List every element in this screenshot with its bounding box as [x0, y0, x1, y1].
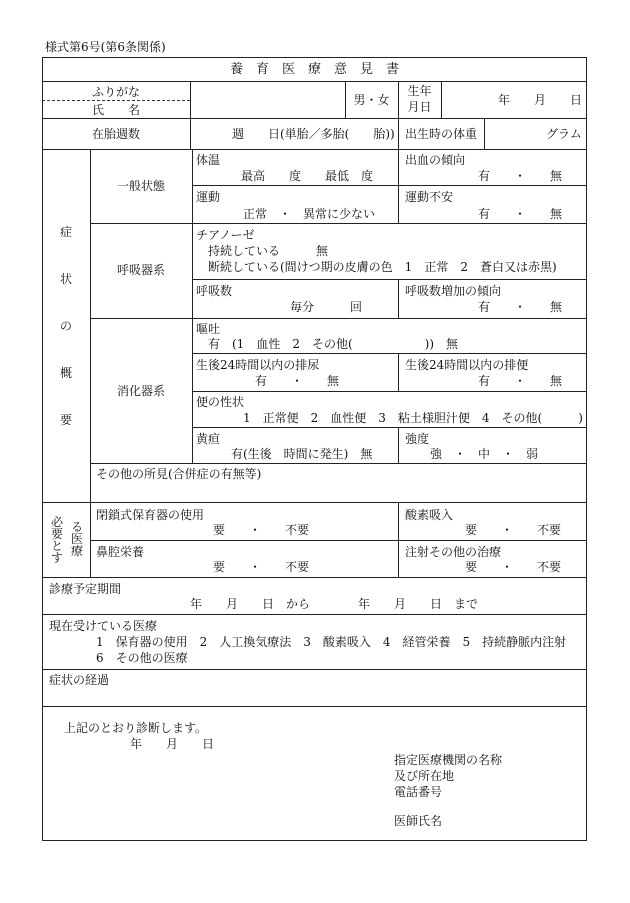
cyanosis-intermittent: 断続している(間けつ期の皮膚の色 1 正常 2 蒼白又は赤黒) [208, 260, 557, 274]
rule-respiratory [90, 318, 587, 319]
rule-vomit [192, 353, 587, 354]
symptoms-summary-label: 症 状 の 概 要 [59, 225, 72, 427]
jaundice-value: 有(生後 時間に発生) 無 [231, 447, 373, 461]
urine-value: 有 ・ 無 [255, 374, 340, 388]
oxygen-label: 酸素吸入 [405, 508, 454, 522]
required-care-label-col1: 必 要 と す [50, 515, 63, 565]
stool-label: 生後24時間以内の排便 [405, 358, 529, 372]
resp-trend-label: 呼吸数増加の傾向 [405, 284, 502, 298]
birth-weight-unit: グラム [546, 127, 582, 141]
stool-type-value: 1 正常便 2 血性便 3 粘土様胆汁便 4 その他( ) [243, 411, 583, 425]
form-title: 養 育 医 療 意 見 書 [229, 62, 399, 77]
resp-trend-value: 有 ・ 無 [478, 300, 563, 314]
diagnosis-statement: 上記のとおり診断します。 [64, 721, 208, 735]
restless-value: 有 ・ 無 [478, 207, 563, 221]
motion-label: 運動 [196, 190, 221, 204]
gender-choice: 男・女 [353, 93, 390, 107]
doctor-name-label: 医師氏名 [394, 814, 443, 828]
resp-rate-label: 呼吸数 [196, 284, 233, 298]
injection-label: 注射その他の治療 [405, 545, 502, 559]
current-care-label: 現在受けている医療 [49, 619, 158, 633]
other-findings-label: その他の所見(合併症の有無等) [96, 467, 262, 481]
symptom-progress-label: 症状の経過 [49, 673, 110, 687]
vrule-birth [441, 81, 442, 118]
birth-date-value: 年 月 日 [498, 93, 583, 107]
rule-temp [192, 185, 587, 186]
rule-digestive [90, 463, 587, 464]
motion-value: 正常 ・ 異常に少ない [243, 207, 376, 221]
restless-label: 運動不安 [405, 190, 454, 204]
stool-type-label: 便の性状 [196, 395, 245, 409]
gestation-value: 週 日(単胎／多胎( 胎)) [232, 127, 395, 141]
gestation-label: 在胎週数 [91, 127, 140, 141]
vrule-category [192, 149, 193, 463]
digestive-label: 消化器系 [116, 384, 165, 398]
bleeding-value: 有 ・ 無 [478, 169, 563, 183]
rule-general [90, 223, 587, 224]
treatment-period-label: 診療予定期間 [49, 582, 122, 596]
vrule-symptoms [90, 149, 91, 577]
rule-excretion [192, 391, 587, 392]
rule-name [42, 118, 587, 119]
birth-weight-label: 出生時の体重 [404, 127, 477, 141]
incubator-value: 要 ・ 不要 [213, 523, 310, 537]
birth-label-1: 生年 [407, 84, 432, 98]
vrule-care-mid [398, 502, 399, 577]
rule-symptoms [42, 502, 587, 503]
cyanosis-persistent: 持続している 無 [208, 244, 329, 258]
rule-current [42, 669, 587, 670]
furigana-label: ふりがな [91, 85, 140, 99]
name-label: 氏 名 [91, 103, 140, 117]
rule-title [42, 81, 587, 82]
cyanosis-label: チアノーゼ [196, 228, 255, 242]
nasal-feeding-value: 要 ・ 不要 [213, 560, 310, 574]
vrule-resp-mid [398, 279, 399, 318]
incubator-label: 閉鎖式保育器の使用 [96, 508, 205, 522]
temperature-value: 最高 度 最低 度 [241, 169, 374, 183]
intensity-label: 強度 [405, 432, 430, 446]
rule-stool [192, 427, 587, 428]
jaundice-label: 黄疸 [196, 432, 221, 446]
urine-label: 生後24時間以内の排尿 [196, 358, 320, 372]
rule-care-mid [90, 540, 587, 541]
birth-label-2: 月日 [407, 100, 432, 114]
stool-value: 有 ・ 無 [478, 374, 563, 388]
nasal-feeding-label: 鼻腔栄養 [96, 545, 145, 559]
resp-rate-value: 毎分 回 [290, 300, 363, 314]
rule-furigana [42, 100, 190, 101]
rule-progress [42, 706, 587, 707]
vrule-name-left [190, 81, 191, 149]
rule-care [42, 577, 587, 578]
vomit-value: 有 (1 血性 2 その他( )) 無 [208, 337, 458, 351]
facility-address-label: 及び所在地 [394, 769, 455, 783]
injection-value: 要 ・ 不要 [465, 560, 562, 574]
facility-name-label: 指定医療機関の名称 [394, 753, 503, 767]
vrule-general-mid [398, 149, 399, 223]
required-care-label-col2: る 医 療 [70, 520, 83, 558]
vrule-excretion-mid [398, 353, 399, 391]
vrule-weight-right [484, 118, 485, 149]
current-care-line2: 6 その他の医療 [96, 651, 188, 665]
form-number: 様式第6号(第6条関係) [45, 40, 166, 54]
current-care-line1: 1 保育器の使用 2 人工換気療法 3 酸素吸入 4 経管栄養 5 持続静脈内注射 [96, 635, 567, 649]
respiratory-label: 呼吸器系 [116, 263, 165, 277]
vrule-jaundice-mid [398, 427, 399, 463]
rule-cyanosis [192, 279, 587, 280]
rule-gestation [42, 149, 587, 150]
oxygen-value: 要 ・ 不要 [465, 523, 562, 537]
general-condition-label: 一般状態 [116, 179, 165, 193]
treatment-period-value: 年 月 日 から 年 月 日 まで [190, 597, 479, 611]
temperature-label: 体温 [196, 153, 221, 167]
rule-period [42, 614, 587, 615]
vomit-label: 嘔吐 [196, 322, 221, 336]
bleeding-label: 出血の傾向 [405, 153, 466, 167]
diagnosis-date: 年 月 日 [130, 737, 215, 751]
phone-label: 電話番号 [394, 785, 443, 799]
intensity-value: 強 ・ 中 ・ 弱 [430, 447, 539, 461]
